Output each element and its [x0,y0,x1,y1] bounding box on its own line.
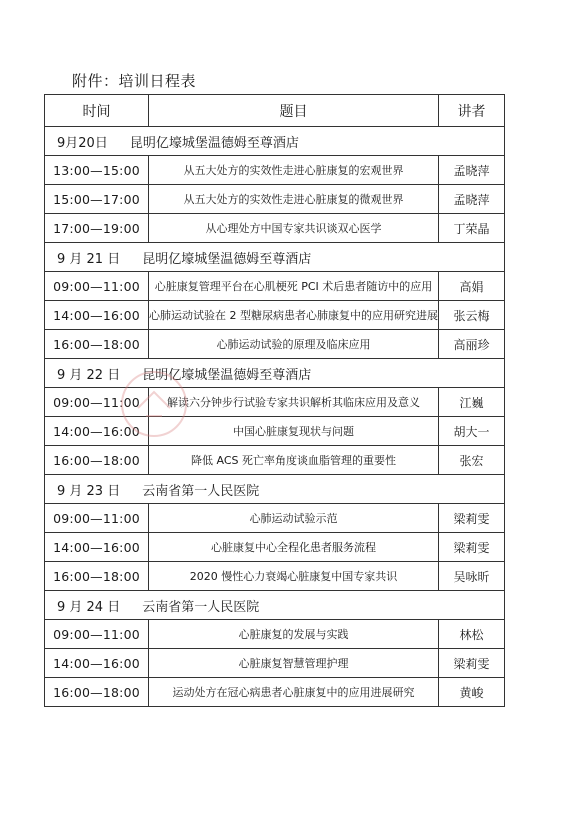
session-time: 15:00—17:00 [45,185,149,214]
session-row [45,214,505,243]
session-speaker: 胡大一 [439,417,505,446]
session-speaker: 吴咏昕 [439,562,505,591]
session-time: 09:00—11:00 [45,272,149,301]
session-topic: 心脏康复智慧管理护理 [149,649,439,678]
session-time: 14:00—16:00 [45,533,149,562]
session-speaker: 高丽珍 [439,330,505,359]
session-time: 14:00—16:00 [45,649,149,678]
session-topic: 从五大处方的实效性走进心脏康复的宏观世界 [149,156,439,185]
session-topic: 心肺运动试验的原理及临床应用 [149,330,439,359]
session-time: 09:00—11:00 [45,620,149,649]
session-speaker: 丁荣晶 [439,214,505,243]
session-speaker: 梁莉雯 [439,649,505,678]
session-time: 13:00—15:00 [45,156,149,185]
session-row [45,504,505,533]
day-venue: 昆明亿壕城堡温德姆至尊酒店 [142,367,312,383]
session-speaker: 张云梅 [439,301,505,330]
day-venue: 昆明亿壕城堡温德姆至尊酒店 [142,251,312,267]
session-speaker: 梁莉雯 [439,533,505,562]
header-time: 时间 [45,95,149,127]
session-speaker: 高娟 [439,272,505,301]
session-speaker: 黄峻 [439,678,505,707]
session-row [45,156,505,185]
session-time: 09:00—11:00 [45,504,149,533]
session-topic: 从心理处方中国专家共识谈双心医学 [149,214,439,243]
day-venue: 云南省第一人民医院 [142,483,260,499]
session-row [45,330,505,359]
day-venue: 昆明亿壕城堡温德姆至尊酒店 [129,135,299,151]
session-time: 14:00—16:00 [45,301,149,330]
session-speaker: 梁莉雯 [439,504,505,533]
session-row [45,301,505,330]
session-topic: 心脏康复管理平台在心肌梗死 PCI 术后患者随访中的应用 [149,272,439,301]
session-speaker: 孟晓萍 [439,156,505,185]
session-topic: 心肺运动试验在 2 型糖尿病患者心肺康复中的应用研究进展 [149,301,439,330]
session-row [45,620,505,649]
day-date: 9 月 21 日 [57,251,121,267]
session-speaker: 张宏 [439,446,505,475]
session-row [45,649,505,678]
day-row [45,243,505,272]
day-date: 9 月 23 日 [57,483,121,499]
session-topic: 从五大处方的实效性走进心脏康复的微观世界 [149,185,439,214]
session-row [45,533,505,562]
session-row [45,562,505,591]
day-date: 9 月 24 日 [57,599,121,615]
session-topic: 心肺运动试验示范 [149,504,439,533]
session-row [45,446,505,475]
session-time: 16:00—18:00 [45,678,149,707]
day-row [45,127,505,156]
session-time: 16:00—18:00 [45,330,149,359]
day-row [45,475,505,504]
session-topic: 心脏康复的发展与实践 [149,620,439,649]
day-date: 9月20日 [57,135,108,151]
session-row [45,417,505,446]
day-row [45,359,505,388]
day-venue: 云南省第一人民医院 [142,599,260,615]
schedule-body [45,127,505,707]
session-topic: 解读六分钟步行试验专家共识解析其临床应用及意义 [149,388,439,417]
session-speaker: 林松 [439,620,505,649]
session-time: 16:00—18:00 [45,562,149,591]
header-speaker: 讲者 [439,95,505,127]
session-time: 14:00—16:00 [45,417,149,446]
header-topic: 题目 [149,95,439,127]
session-topic: 中国心脏康复现状与问题 [149,417,439,446]
schedule-table [44,94,505,707]
session-speaker: 孟晓萍 [439,185,505,214]
session-row [45,272,505,301]
header-row [45,95,505,127]
session-topic: 降低 ACS 死亡率角度谈血脂管理的重要性 [149,446,439,475]
session-row [45,678,505,707]
session-time: 09:00—11:00 [45,388,149,417]
session-row [45,388,505,417]
session-row [45,185,505,214]
session-topic: 2020 慢性心力衰竭心脏康复中国专家共识 [149,562,439,591]
session-time: 16:00—18:00 [45,446,149,475]
day-date: 9 月 22 日 [57,367,121,383]
session-topic: 心脏康复中心全程化患者服务流程 [149,533,439,562]
session-time: 17:00—19:00 [45,214,149,243]
day-row [45,591,505,620]
page-title: 附件：培训日程表 [72,72,197,90]
session-topic: 运动处方在冠心病患者心脏康复中的应用进展研究 [149,678,439,707]
session-speaker: 江巍 [439,388,505,417]
